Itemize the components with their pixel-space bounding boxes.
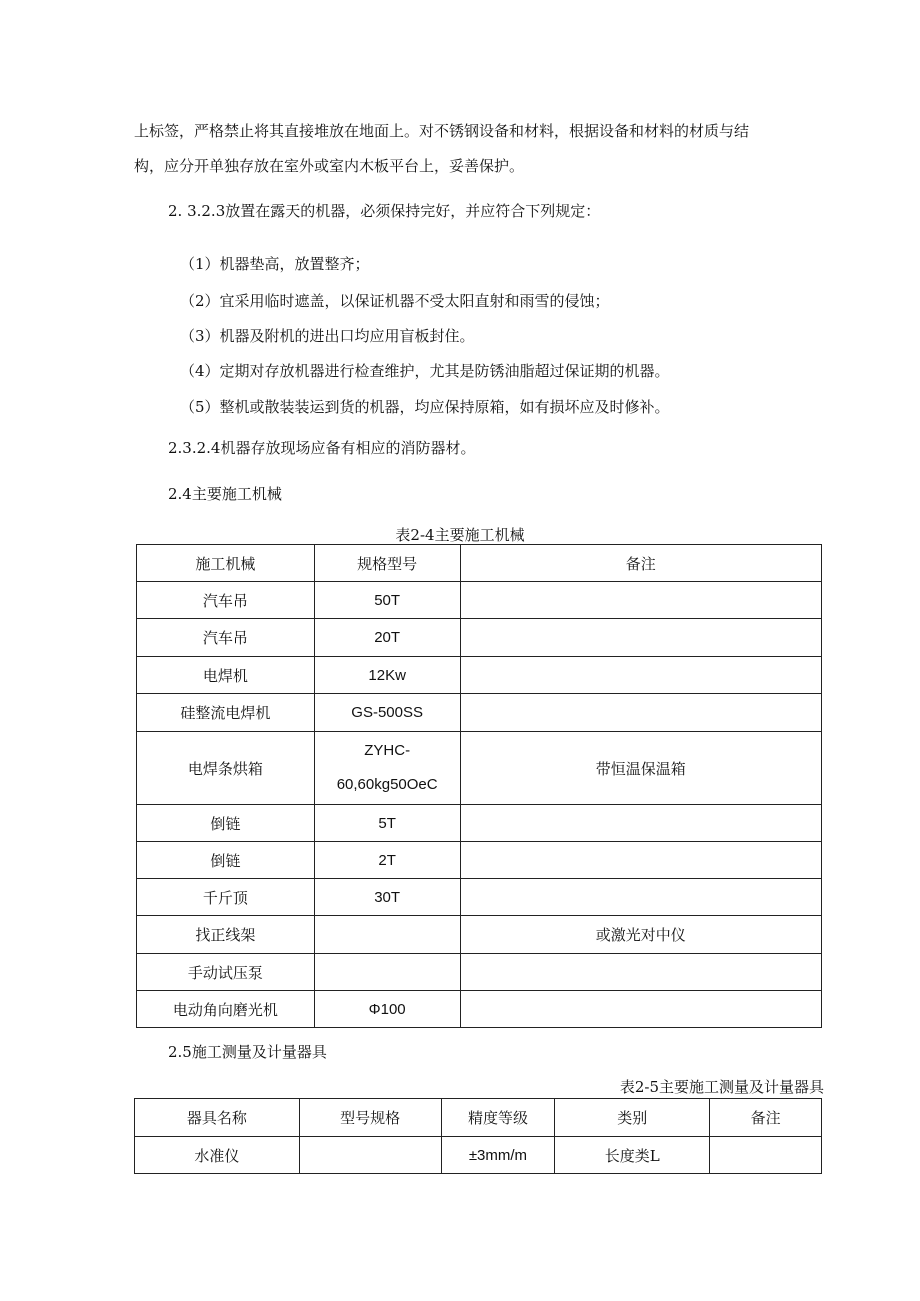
table-2-4-header-row <box>137 545 822 582</box>
table-2-5 <box>134 1098 822 1174</box>
paragraph-line-1: 上标签，严格禁止将其直接堆放在地面上。对不锈钢设备和材料，根据设备和材料的材质与结 <box>134 122 750 140</box>
table-cell: 倒链 <box>137 805 315 842</box>
table-row <box>137 657 822 694</box>
table-cell: 千斤顶 <box>137 879 315 916</box>
oven-spec-line-1: ZYHC- <box>364 742 411 759</box>
table-cell <box>460 619 821 657</box>
table-cell <box>710 1137 822 1174</box>
table-cell: 30T <box>314 879 460 916</box>
table-cell: GS-500SS <box>314 694 460 732</box>
table-cell: Φ100 <box>314 991 460 1028</box>
heading-2-4: 2.4主要施工机械 <box>168 485 282 503</box>
section-3-2-4: 2.3.2.4机器存放现场应备有相应的消防器材。 <box>168 439 476 457</box>
list-item-5: （5）整机或散装装运到货的机器，均应保持原箱，如有损坏应及时修补。 <box>180 398 670 416</box>
paragraph-line-2: 构，应分开单独存放在室外或室内木板平台上，妥善保护。 <box>134 157 525 175</box>
table-cell: 电焊条烘箱 <box>137 732 315 805</box>
table-2-4 <box>136 544 822 1028</box>
table-cell: 20T <box>314 619 460 657</box>
table-cell <box>460 805 821 842</box>
table-cell <box>314 954 460 991</box>
table-row <box>137 805 822 842</box>
table-row <box>137 991 822 1028</box>
table-cell: 50T <box>314 582 460 619</box>
list-item-4: （4）定期对存放机器进行检查维护，尤其是防锈油脂超过保证期的机器。 <box>180 362 670 380</box>
list-item-1: （1）机器垫高，放置整齐； <box>180 255 370 273</box>
table-row <box>137 842 822 879</box>
header-cell: 备注 <box>460 545 821 582</box>
header-cell: 施工机械 <box>137 545 315 582</box>
table-cell: 带恒温保温箱 <box>460 732 821 805</box>
table-cell <box>460 657 821 694</box>
header-cell: 精度等级 <box>441 1099 555 1137</box>
table-cell: 手动试压泵 <box>137 954 315 991</box>
table-cell: 5T <box>314 805 460 842</box>
oven-spec-line-2: 60,60kg50OeC <box>336 776 438 793</box>
table-cell: 倒链 <box>137 842 315 879</box>
table-row <box>137 732 822 805</box>
heading-2-5: 2.5施工测量及计量器具 <box>168 1043 327 1061</box>
table-2-4-caption: 表2-4主要施工机械 <box>395 526 525 544</box>
header-cell: 备注 <box>710 1099 822 1137</box>
table-cell: 硅整流电焊机 <box>137 694 315 732</box>
list-item-2: （2）宜采用临时遮盖，以保证机器不受太阳直射和雨雪的侵蚀； <box>180 292 610 310</box>
table-cell: 水准仪 <box>135 1137 300 1174</box>
table-cell: 汽车吊 <box>137 582 315 619</box>
table-cell <box>460 879 821 916</box>
table-cell <box>314 732 460 805</box>
table-row <box>137 916 822 954</box>
table-cell <box>299 1137 441 1174</box>
table-row <box>137 879 822 916</box>
table-row <box>137 694 822 732</box>
table-cell: 12Kw <box>314 657 460 694</box>
table-cell <box>314 916 460 954</box>
table-2-5-caption: 表2-5主要施工测量及计量器具 <box>619 1078 824 1096</box>
table-cell: 汽车吊 <box>137 619 315 657</box>
table-cell <box>460 582 821 619</box>
table-cell <box>460 991 821 1028</box>
table-cell: 2T <box>314 842 460 879</box>
header-cell: 规格型号 <box>314 545 460 582</box>
table-2-5-header-row <box>135 1099 822 1137</box>
table-cell <box>460 694 821 732</box>
list-item-3: （3）机器及附机的进出口均应用盲板封住。 <box>180 327 475 345</box>
table-cell: 找正线架 <box>137 916 315 954</box>
table-cell: 长度类L <box>555 1137 710 1174</box>
header-cell: 型号规格 <box>299 1099 441 1137</box>
table-row <box>137 619 822 657</box>
table-row <box>135 1137 822 1174</box>
table-cell <box>460 954 821 991</box>
header-cell: 器具名称 <box>135 1099 300 1137</box>
table-row <box>137 954 822 991</box>
table-cell <box>460 842 821 879</box>
table-cell: 或激光对中仪 <box>460 916 821 954</box>
table-cell: ±3mm/m <box>441 1137 555 1174</box>
table-cell: 电动角向磨光机 <box>137 991 315 1028</box>
header-cell: 类别 <box>555 1099 710 1137</box>
table-row <box>137 582 822 619</box>
section-3-2-3: 2. 3.2.3放置在露天的机器，必须保持完好，并应符合下列规定： <box>168 202 601 220</box>
table-cell: 电焊机 <box>137 657 315 694</box>
